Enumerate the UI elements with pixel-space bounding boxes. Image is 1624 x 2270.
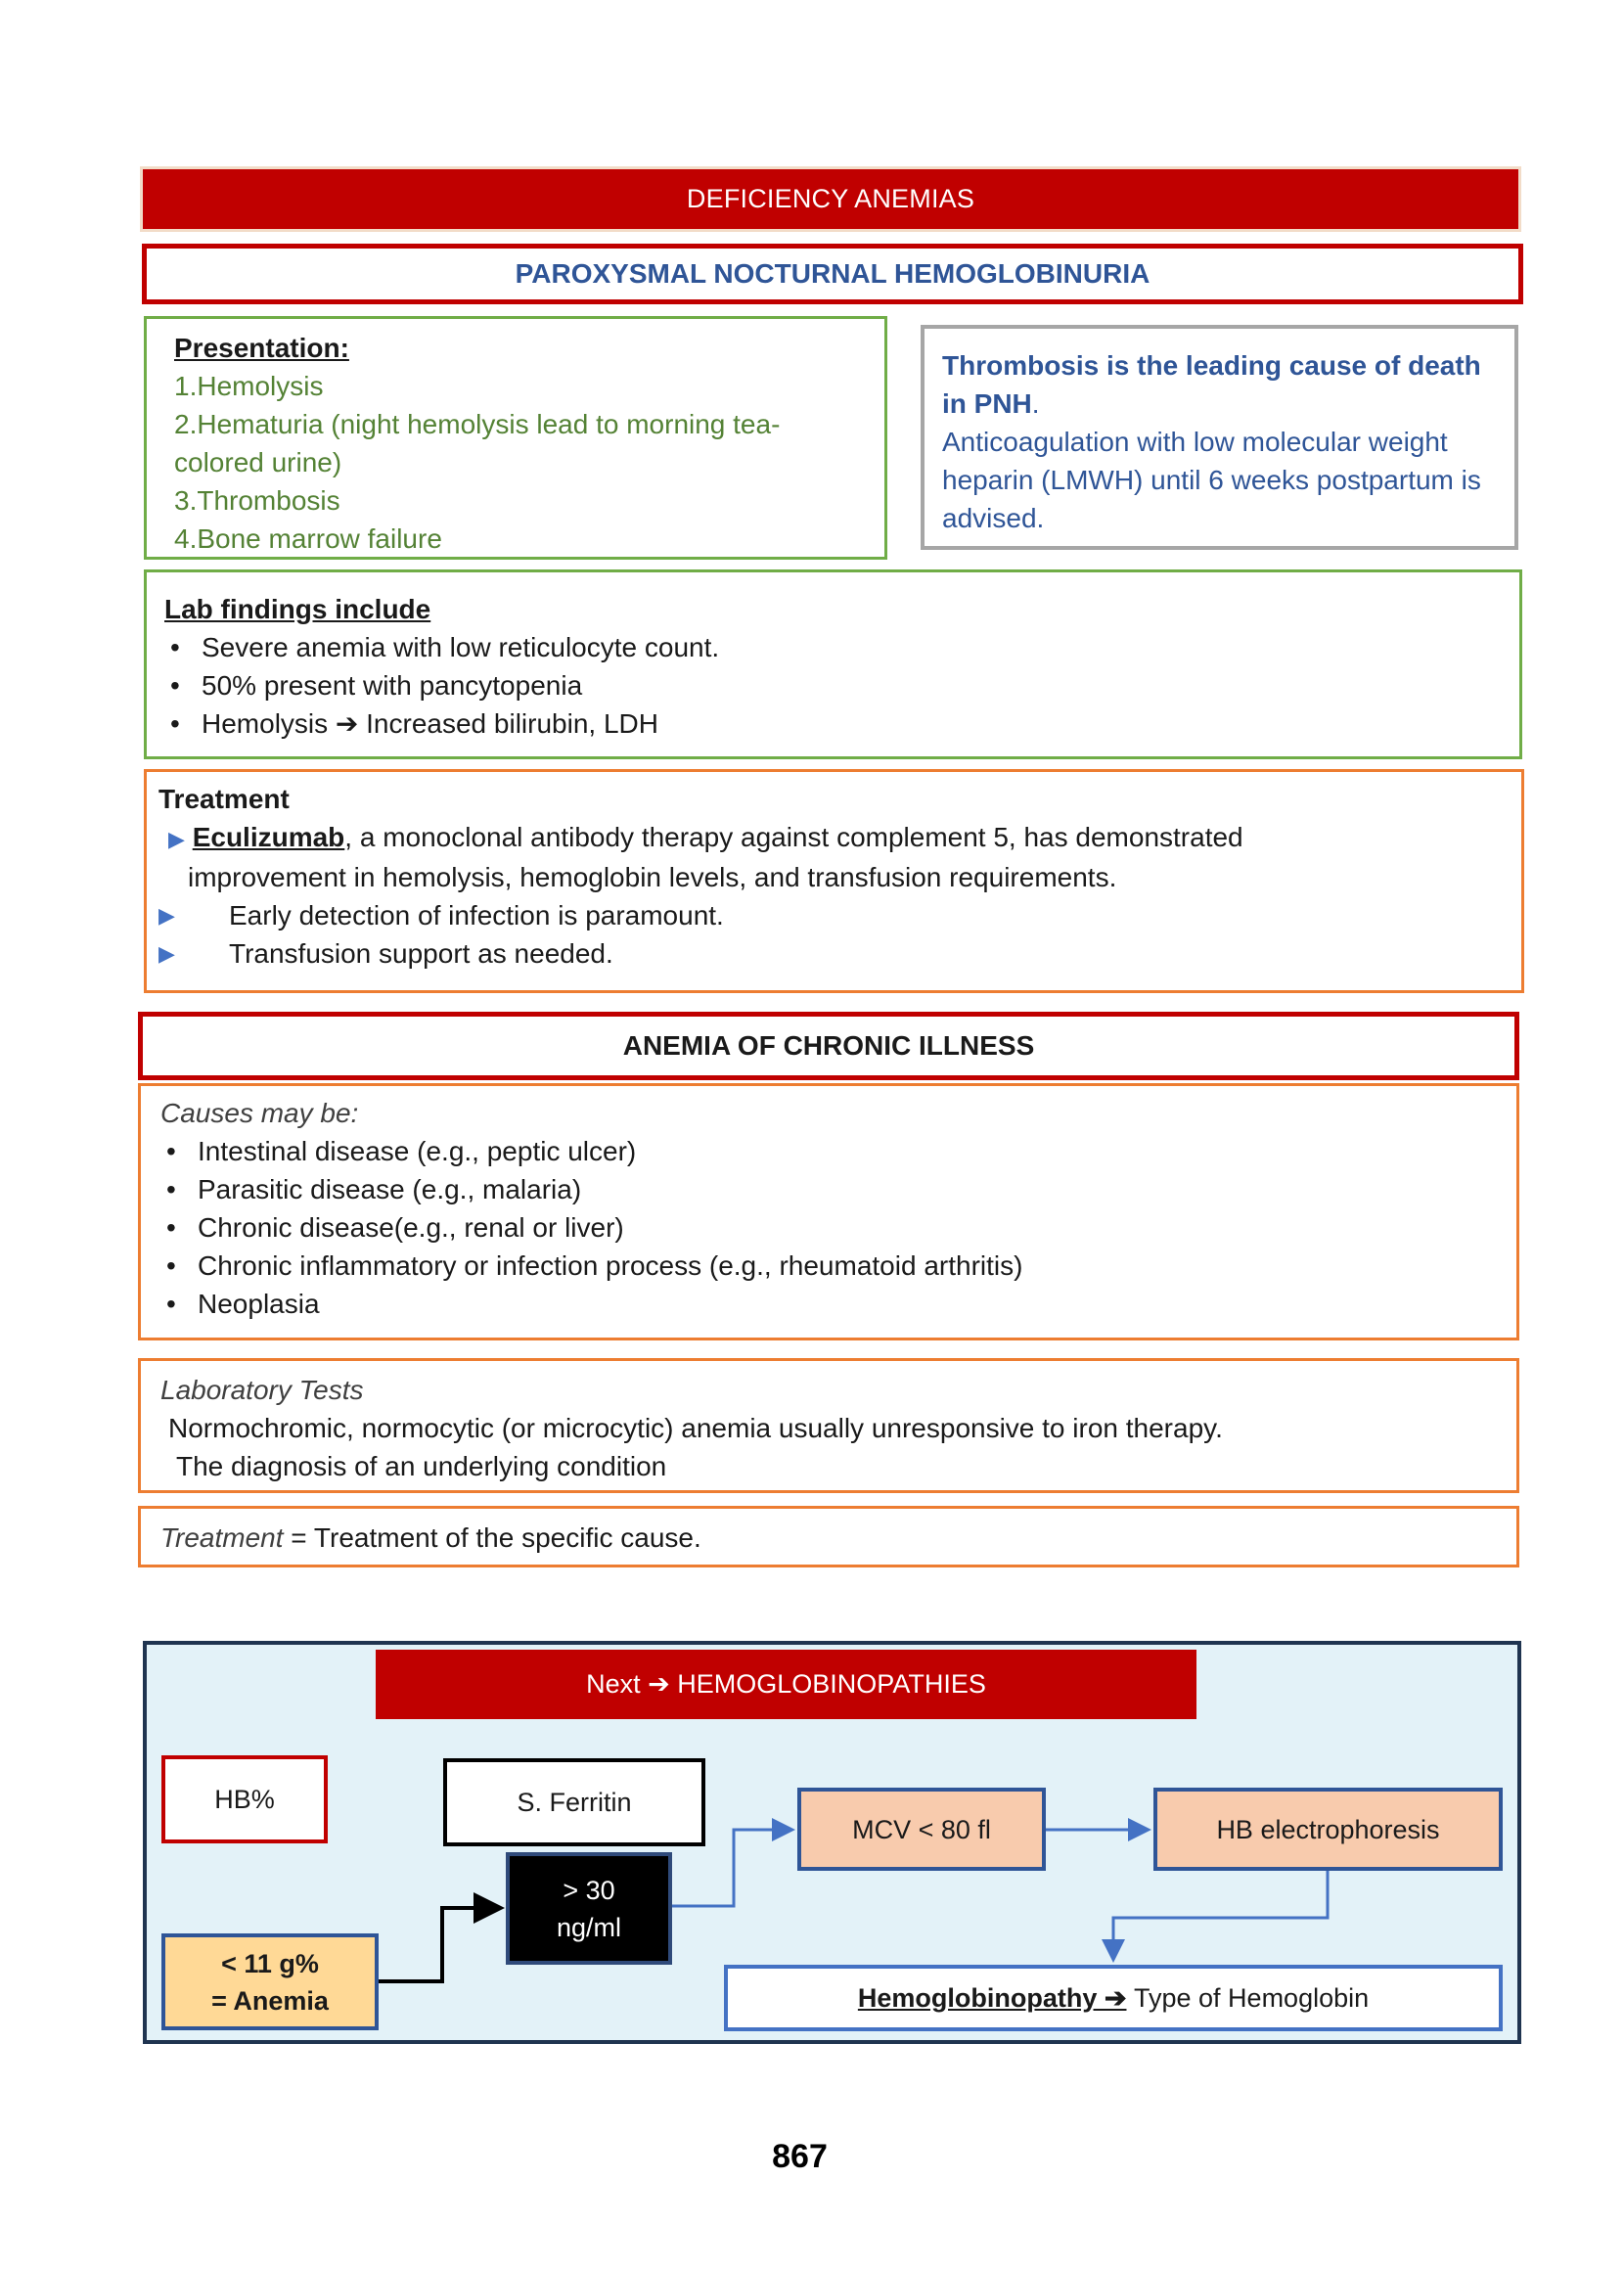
node-hb-percent	[161, 1755, 328, 1843]
node-result-text: Type of Hemoglobin	[1134, 1983, 1370, 2013]
lab-findings-heading: Lab findings include	[164, 594, 431, 624]
drug-description: , a monoclonal antibody therapy against complement 5, has demonstrated	[344, 822, 1243, 852]
node-anemia-threshold-2: = Anemia	[211, 1985, 329, 2016]
list-item: • Chronic inflammatory or infection process (e.g., rheumatoid arthritis)	[160, 1247, 1497, 1285]
laboratory-tests-heading: Laboratory Tests	[160, 1375, 364, 1405]
next-topic-label: Next ➔ HEMOGLOBINOPATHIES	[586, 1669, 986, 1699]
treatment-item	[158, 896, 1510, 934]
node-hemoglobinopathy-result	[724, 1965, 1503, 2031]
node-ferritin-value	[506, 1852, 672, 1965]
node-hb-electrophoresis	[1153, 1788, 1503, 1871]
chronic-treatment-box	[138, 1506, 1519, 1567]
node-s-ferritin-label: S. Ferritin	[517, 1788, 632, 1817]
node-anemia-threshold	[161, 1933, 379, 2030]
chronic-illness-section-header	[138, 1012, 1519, 1080]
node-ferritin-value-2: ng/ml	[556, 1912, 622, 1942]
node-hb-percent-label: HB%	[214, 1785, 275, 1814]
page-title-banner	[140, 166, 1521, 232]
list-item: • Chronic disease(e.g., renal or liver)	[160, 1208, 1497, 1247]
list-item: • Hemolysis ➔ Increased bilirubin, LDH	[164, 704, 1502, 743]
pnh-section-header	[142, 244, 1523, 304]
list-item: • Parasitic disease (e.g., malaria)	[160, 1170, 1497, 1208]
thrombosis-note-bold: Thrombosis is the leading cause of death in PNH	[942, 350, 1481, 419]
node-anemia-threshold-1: < 11 g%	[221, 1948, 319, 1978]
laboratory-tests-line: The diagnosis of an underlying condition	[176, 1451, 667, 1481]
chronic-treatment-text: = Treatment of the specific cause.	[283, 1522, 701, 1553]
lab-findings-box	[144, 569, 1522, 759]
chronic-illness-title: ANEMIA OF CHRONIC ILLNESS	[622, 1030, 1035, 1061]
presentation-item: 4.Bone marrow failure	[174, 523, 442, 554]
treatment-item-text: Early detection of infection is paramount.	[229, 900, 724, 931]
page-number: 867	[772, 2138, 828, 2175]
presentation-box	[144, 316, 887, 560]
thrombosis-note-box	[921, 325, 1518, 550]
node-s-ferritin	[443, 1758, 705, 1846]
causes-heading: Causes may be:	[160, 1098, 359, 1128]
node-ferritin-value-1: > 30	[563, 1875, 615, 1905]
treatment-item-text: Transfusion support as needed.	[229, 938, 613, 969]
pnh-title: PAROXYSMAL NOCTURNAL HEMOGLOBINURIA	[515, 258, 1150, 289]
treatment-heading: Treatment	[158, 784, 290, 814]
treatment-item-eculizumab	[158, 818, 1510, 858]
presentation-item: colored urine)	[174, 447, 342, 477]
list-item: • 50% present with pancytopenia	[164, 666, 1502, 704]
drug-description-continued: improvement in hemolysis, hemoglobin levels, and transfusion requirements.	[188, 862, 1117, 892]
thrombosis-note-period: .	[1031, 388, 1040, 419]
node-hb-electrophoresis-label: HB electrophoresis	[1216, 1814, 1440, 1844]
treatment-item	[158, 934, 1510, 973]
presentation-heading: Presentation:	[174, 333, 349, 363]
thrombosis-note-text: Anticoagulation with low molecular weight heparin (LMWH) until 6 weeks postpartum is advised.	[942, 427, 1481, 533]
lab-findings-list	[164, 628, 1502, 743]
node-result-bold: Hemoglobinopathy ➔	[857, 1983, 1127, 2013]
causes-box	[138, 1083, 1519, 1340]
pnh-treatment-box	[144, 769, 1524, 993]
next-topic-banner	[376, 1650, 1196, 1719]
triangle-bullet-icon: ▶	[158, 941, 175, 966]
drug-name: Eculizumab	[192, 822, 345, 852]
chronic-treatment-label: Treatment	[160, 1522, 284, 1553]
presentation-item: 3.Thrombosis	[174, 485, 340, 516]
list-item: • Intestinal disease (e.g., peptic ulcer)	[160, 1132, 1497, 1170]
node-mcv	[797, 1788, 1046, 1871]
triangle-bullet-icon: ▶	[158, 903, 175, 928]
node-mcv-label: MCV < 80 fl	[852, 1814, 991, 1844]
page-title: DEFICIENCY ANEMIAS	[686, 184, 975, 213]
list-item: • Severe anemia with low reticulocyte count.	[164, 628, 1502, 666]
presentation-item: 2.Hematuria (night hemolysis lead to morning tea-	[174, 409, 781, 439]
triangle-bullet-icon: ▶	[168, 827, 185, 851]
presentation-item: 1.Hemolysis	[174, 371, 324, 401]
list-item: • Neoplasia	[160, 1285, 1497, 1323]
causes-list	[160, 1132, 1497, 1323]
laboratory-tests-box	[138, 1358, 1519, 1493]
laboratory-tests-line: Normochromic, normocytic (or microcytic) anemia usually unresponsive to iron therapy.	[168, 1413, 1223, 1443]
